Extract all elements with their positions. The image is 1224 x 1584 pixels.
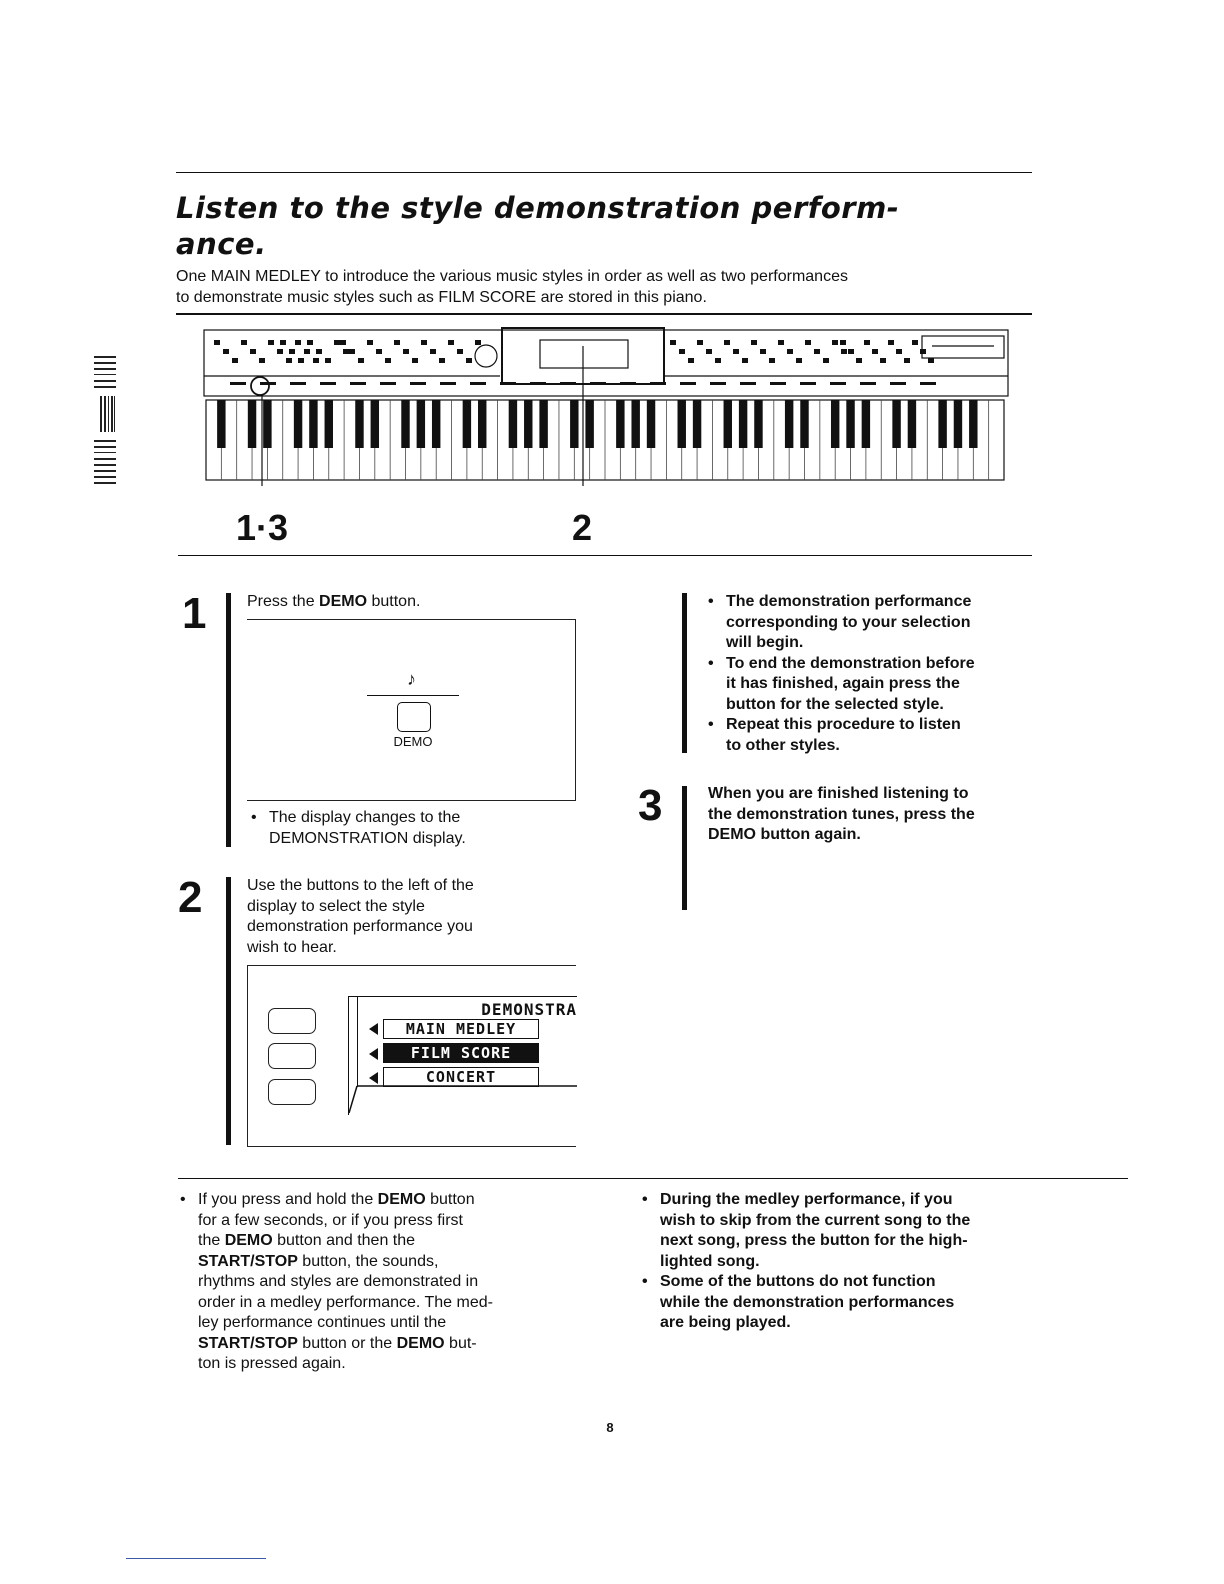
black-key <box>647 400 655 448</box>
panel-button <box>316 349 322 354</box>
panel-button <box>769 358 775 363</box>
panel-button <box>840 340 846 345</box>
demo-button-label: DEMO <box>393 734 433 749</box>
panel-button <box>349 349 355 354</box>
black-key <box>401 400 409 448</box>
black-key <box>432 400 440 448</box>
step-1-bar <box>226 593 231 847</box>
panel-button <box>530 382 546 385</box>
panel-button <box>280 340 286 345</box>
panel-button <box>733 349 739 354</box>
panel-button <box>742 358 748 363</box>
black-key <box>294 400 302 448</box>
top-rule <box>176 172 1032 173</box>
panel-button <box>421 340 427 345</box>
lcd-display <box>348 996 577 1115</box>
panel-button <box>358 358 364 363</box>
menu-item-main-medley[interactable]: MAIN MEDLEY <box>383 1019 539 1039</box>
panel-button <box>350 382 366 385</box>
menu-item-concert[interactable]: CONCERT <box>383 1067 539 1087</box>
panel-button <box>680 382 696 385</box>
panel-button <box>888 340 894 345</box>
black-key <box>524 400 532 448</box>
footnotes-right <box>638 1190 1058 1334</box>
panel-button <box>706 349 712 354</box>
black-key <box>678 400 686 448</box>
panel-button <box>740 382 756 385</box>
heading-line-2: ance. <box>176 227 267 261</box>
right-note-1: • The demonstration performance corresponding to your selection will begin. <box>704 592 1034 654</box>
panel-button <box>334 340 340 345</box>
panel-button <box>475 340 481 345</box>
piano-keys <box>206 400 1004 480</box>
panel-button <box>880 358 886 363</box>
panel-button <box>872 349 878 354</box>
panel-button <box>277 349 283 354</box>
panel-button <box>751 340 757 345</box>
step-2-number: 2 <box>178 873 203 922</box>
step-1-note: • The display changes to the DEMONSTRATION display. <box>247 808 567 849</box>
panel-button <box>770 382 786 385</box>
panel-button <box>250 349 256 354</box>
panel-button <box>320 382 336 385</box>
black-key <box>248 400 256 448</box>
control-panel <box>204 328 1008 396</box>
black-key <box>846 400 854 448</box>
black-key <box>217 400 225 448</box>
illustration-rule <box>178 555 1032 556</box>
black-key <box>478 400 486 448</box>
panel-button <box>805 340 811 345</box>
panel-button <box>830 382 846 385</box>
select-button-3[interactable] <box>268 1079 316 1105</box>
panel-button <box>896 349 902 354</box>
panel-button <box>620 382 636 385</box>
panel-button <box>385 358 391 363</box>
panel-button <box>448 340 454 345</box>
right-notes <box>704 592 1034 756</box>
demo-button-figure <box>247 619 576 801</box>
panel-button <box>403 349 409 354</box>
panel-button <box>560 382 576 385</box>
footnote-skip-song: • During the medley performance, if you wish to skip from the current song to the next song, press the button for the high- lighted song. <box>638 1190 1058 1272</box>
black-key <box>969 400 977 448</box>
panel-button <box>230 382 246 385</box>
panel-button <box>928 358 934 363</box>
demo-button[interactable] <box>397 702 431 732</box>
black-key <box>631 400 639 448</box>
black-key <box>908 400 916 448</box>
panel-button <box>823 358 829 363</box>
panel-button <box>724 340 730 345</box>
panel-button <box>500 382 516 385</box>
panel-button <box>715 358 721 363</box>
black-key <box>785 400 793 448</box>
panel-button <box>439 358 445 363</box>
panel-button <box>760 349 766 354</box>
black-key <box>371 400 379 448</box>
panel-button <box>920 349 926 354</box>
panel-button <box>394 340 400 345</box>
demo-keyword: DEMO <box>708 826 756 843</box>
lcd-bevel <box>349 1085 577 1115</box>
black-key <box>585 400 593 448</box>
step-3-number: 3 <box>638 781 663 830</box>
callout-label-2: 2 <box>572 507 593 548</box>
black-key <box>539 400 547 448</box>
select-button-2[interactable] <box>268 1043 316 1069</box>
panel-button <box>268 340 274 345</box>
panel-button <box>232 358 238 363</box>
panel-button <box>470 382 486 385</box>
panel-button <box>380 382 396 385</box>
step-1-instruction: Press the DEMO button. <box>247 593 421 610</box>
demo-keyword: DEMO <box>319 593 368 610</box>
panel-button <box>223 349 229 354</box>
panel-button <box>890 382 906 385</box>
black-key <box>263 400 271 448</box>
panel-button <box>367 340 373 345</box>
black-key <box>325 400 333 448</box>
black-key <box>800 400 808 448</box>
panel-button <box>650 382 666 385</box>
black-key <box>693 400 701 448</box>
panel-button <box>260 382 276 385</box>
lcd-header: DEMONSTRA <box>481 1000 577 1019</box>
panel-button <box>313 358 319 363</box>
panel-button <box>920 382 936 385</box>
panel-button <box>289 349 295 354</box>
panel-button <box>340 340 346 345</box>
right-note-3: • Repeat this procedure to listen to other styles. <box>704 715 1034 756</box>
panel-buttons <box>214 340 936 385</box>
intro-rule <box>176 313 1032 315</box>
intro-line-2: to demonstrate music styles such as FILM SCORE are stored in this piano. <box>176 289 707 306</box>
black-key <box>509 400 517 448</box>
panel-button <box>298 358 304 363</box>
demo-button-rule <box>367 695 459 696</box>
panel-button <box>410 382 426 385</box>
panel-button <box>286 358 292 363</box>
black-key <box>938 400 946 448</box>
panel-button <box>412 358 418 363</box>
black-key <box>754 400 762 448</box>
step-1-notes <box>247 808 567 849</box>
heading-line-1: Listen to the style demonstration perform- <box>176 191 900 225</box>
black-key <box>417 400 425 448</box>
black-key <box>739 400 747 448</box>
intro-paragraph <box>176 266 1046 308</box>
panel-button <box>304 349 310 354</box>
footnote-medley: • If you press and hold the DEMO button for a few seconds, or if you press first the DEMO button and then the START/STOP button, the sounds, rhythms and styles are demonstrated in order in a medley performance. The med- ley performance continues until the START/STOP button or the DEMO but- ton is pressed again. <box>176 1190 596 1375</box>
panel-button <box>848 349 854 354</box>
select-button-1[interactable] <box>268 1008 316 1034</box>
intro-line-1: One MAIN MEDLEY to introduce the various music styles in order as well as two performances <box>176 268 848 285</box>
panel-button <box>800 382 816 385</box>
panel-button <box>590 382 606 385</box>
demonstration-display-figure <box>247 965 576 1147</box>
panel-button <box>466 358 472 363</box>
panel-button <box>904 358 910 363</box>
menu-arrow-icon <box>369 1023 378 1035</box>
panel-button <box>457 349 463 354</box>
step-1-number: 1 <box>182 589 207 638</box>
panel-button <box>290 382 306 385</box>
callout-label-1-3: 1·3 <box>236 507 289 548</box>
panel-button <box>679 349 685 354</box>
menu-arrow-icon <box>369 1048 378 1060</box>
right-notes-bar <box>682 593 687 753</box>
section-heading <box>176 190 1056 262</box>
panel-button <box>864 340 870 345</box>
black-key <box>954 400 962 448</box>
panel-button <box>796 358 802 363</box>
panel-button <box>670 340 676 345</box>
right-note-2: • To end the demonstration before it has finished, again press the button for the selected style. <box>704 654 1034 716</box>
panel-button <box>814 349 820 354</box>
step-2-instruction: Use the buttons to the left of the display to select the style demonstration performance you wish to hear. <box>247 877 474 956</box>
bottom-edge-line <box>126 1558 266 1559</box>
scan-margin-mark <box>92 356 122 496</box>
black-key <box>862 400 870 448</box>
black-key <box>570 400 578 448</box>
keyboard-illustration <box>200 326 1020 486</box>
panel-button <box>259 358 265 363</box>
panel-button <box>307 340 313 345</box>
panel-button <box>430 349 436 354</box>
footnotes-left <box>176 1190 596 1375</box>
step-3-instruction: When you are finished listening to the demonstration tunes, press the DEMO button again. <box>708 785 975 843</box>
panel-button <box>787 349 793 354</box>
music-note-icon: ♪ <box>407 669 416 689</box>
black-key <box>892 400 900 448</box>
panel-button <box>778 340 784 345</box>
panel-button <box>912 340 918 345</box>
black-key <box>309 400 317 448</box>
footnote-rule <box>178 1178 1128 1179</box>
menu-arrow-icon <box>369 1072 378 1084</box>
footnote-buttons-disabled: • Some of the buttons do not function while the demonstration performances are being played. <box>638 1272 1058 1334</box>
panel-button <box>241 340 247 345</box>
panel-button <box>376 349 382 354</box>
panel-button <box>832 340 838 345</box>
panel-button <box>325 358 331 363</box>
black-key <box>831 400 839 448</box>
panel-button <box>710 382 726 385</box>
panel-button <box>860 382 876 385</box>
panel-button <box>841 349 847 354</box>
panel-button <box>214 340 220 345</box>
panel-button <box>440 382 456 385</box>
page-number: 8 <box>606 1420 614 1435</box>
panel-button <box>343 349 349 354</box>
step-2-bar <box>226 877 231 1145</box>
panel-button <box>856 358 862 363</box>
menu-item-film-score[interactable]: FILM SCORE <box>383 1043 539 1063</box>
panel-button <box>688 358 694 363</box>
black-key <box>616 400 624 448</box>
panel-button <box>295 340 301 345</box>
black-key <box>463 400 471 448</box>
step-3-bar <box>682 786 687 910</box>
panel-button <box>697 340 703 345</box>
black-key <box>724 400 732 448</box>
black-key <box>355 400 363 448</box>
